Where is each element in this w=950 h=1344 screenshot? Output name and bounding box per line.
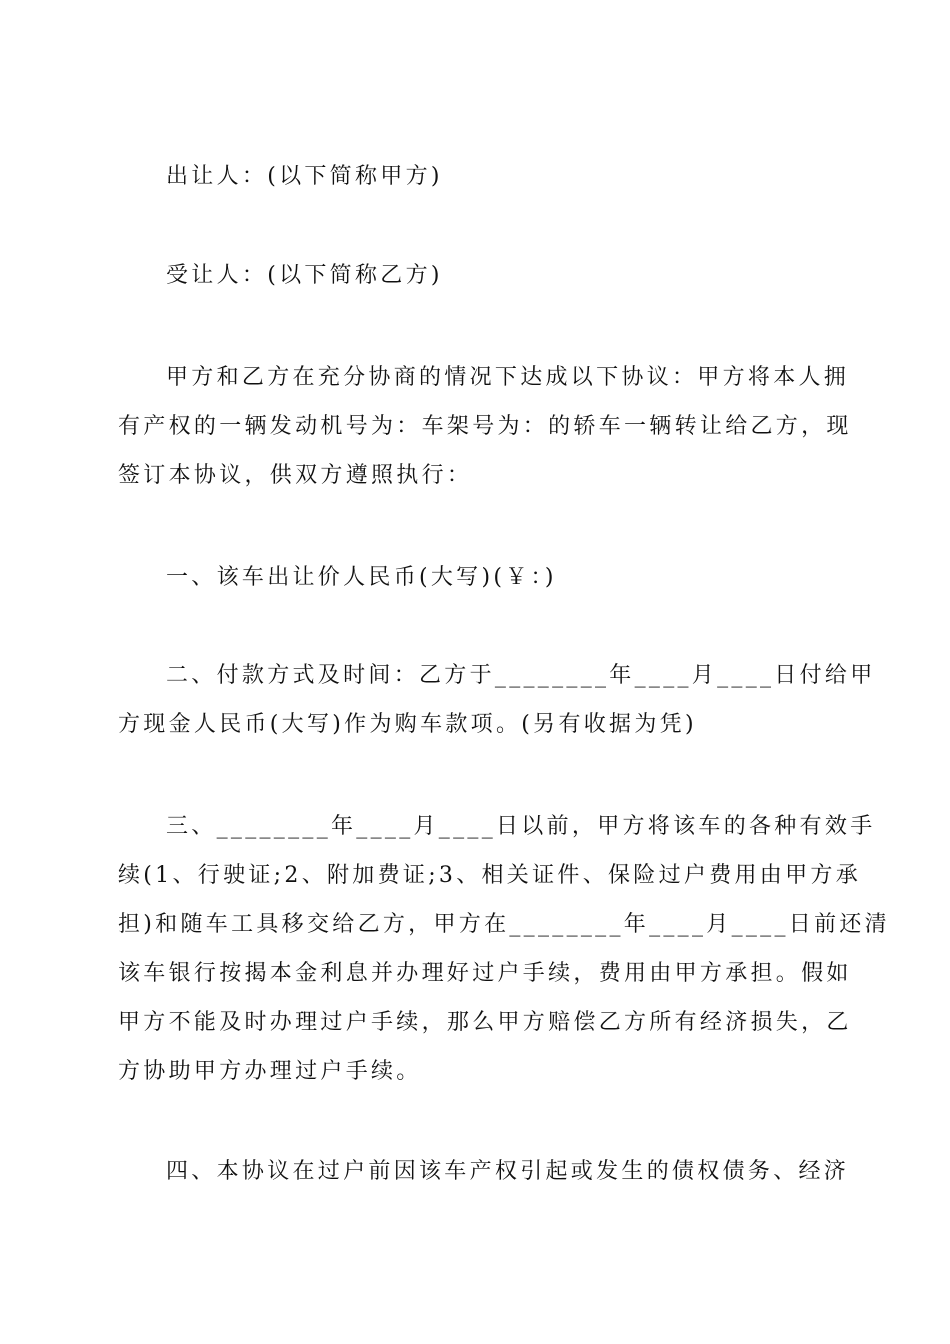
text-line: 四、本协议在过户前因该车产权引起或发生的债权债务、经济 (166, 1159, 850, 1184)
intro-paragraph (118, 353, 852, 500)
text-line: 该车银行按揭本金利息并办理好过户手续，费用由甲方承担。假如 (118, 961, 852, 986)
text-line: 有产权的一辆发动机号为：车架号为：的轿车一辆转让给乙方，现 (118, 414, 852, 439)
text-line: 方现金人民币(大写)作为购车款项。(另有收据为凭) (118, 712, 697, 737)
clause-1-paragraph (118, 553, 834, 602)
text-line: 甲方不能及时办理过户手续，那么甲方赔偿乙方所有经济损失，乙 (118, 1010, 852, 1035)
text-line: 签订本协议，供双方遵照执行： (118, 463, 473, 488)
transferee-paragraph (118, 251, 834, 300)
text-line: 出让人：(以下简称甲方) (166, 164, 443, 189)
text-line: 三、________年____月____日以前，甲方将该车的各种有效手 (166, 814, 876, 839)
text-line: 续(1、行驶证;2、附加费证;3、相关证件、保险过户费用由甲方承 (118, 863, 861, 888)
text-line: 一、该车出让价人民币(大写)(￥：) (166, 565, 557, 590)
clause-2-paragraph (118, 651, 876, 749)
clause-4-paragraph (118, 1147, 850, 1196)
transferor-paragraph (118, 152, 834, 201)
clause-3-paragraph (118, 802, 890, 1096)
text-line: 受让人：(以下简称乙方) (166, 263, 443, 288)
text-line: 担)和随车工具移交给乙方，甲方在________年____月____日前还清 (118, 912, 890, 937)
text-line: 甲方和乙方在充分协商的情况下达成以下协议：甲方将本人拥 (166, 365, 850, 390)
text-line: 二、付款方式及时间：乙方于________年____月____日付给甲 (166, 663, 876, 688)
text-line: 方协助甲方办理过户手续。 (118, 1059, 422, 1084)
